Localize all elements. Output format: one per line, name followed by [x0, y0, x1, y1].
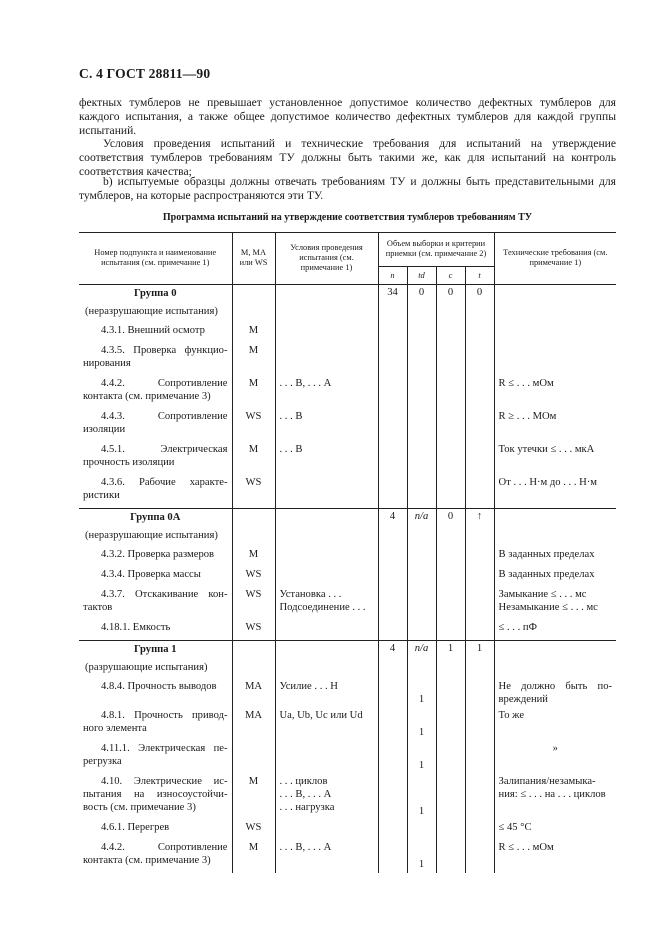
test-requirement: В заданных пределах [494, 547, 616, 567]
group-title-row [79, 285, 616, 305]
empty-cell [465, 679, 494, 708]
group-req-cell [494, 285, 616, 305]
empty-cell [494, 660, 616, 679]
test-requirement [494, 343, 616, 376]
empty-cell [465, 475, 494, 509]
group-cond-cell [275, 285, 378, 305]
group-title-row [79, 641, 616, 661]
test-td [407, 323, 436, 343]
test-mode: М [232, 376, 275, 409]
test-requirement: В заданных пределах [494, 567, 616, 587]
test-item: 4.3.6. Рабочие характе-ристики [83, 477, 228, 501]
test-requirement: Замыкание ≤ . . . мс Незамыкание ≤ . . . мс [494, 587, 616, 620]
test-td: 1 [407, 840, 436, 873]
table-row [79, 708, 616, 741]
table-head [79, 233, 616, 285]
empty-cell [407, 304, 436, 323]
test-td: 1 [407, 708, 436, 741]
test-mode: WS [232, 475, 275, 509]
empty-cell [378, 741, 407, 774]
test-mode: WS [232, 409, 275, 442]
empty-cell [436, 343, 465, 376]
empty-cell [465, 409, 494, 442]
group-n-value: 34 [378, 285, 407, 305]
empty-cell [378, 343, 407, 376]
test-item: 4.4.2. Сопротивление контакта (см. примечание 3) [83, 378, 228, 402]
empty-cell [465, 528, 494, 547]
empty-cell [436, 442, 465, 475]
table-row [79, 587, 616, 620]
empty-cell [436, 708, 465, 741]
body-paragraph-2: Условия проведения испытаний и технические требования для испытаний на утверждение соответствия тумблеров требованиям ТУ должны быть такими же, как для испытаний на контроль соответствия качества; [79, 137, 616, 178]
empty-cell [378, 774, 407, 820]
test-item: 4.3.4. Проверка массы [101, 569, 201, 580]
empty-cell [436, 587, 465, 620]
test-td: 1 [407, 679, 436, 708]
empty-cell [436, 547, 465, 567]
test-td [407, 820, 436, 840]
empty-cell [436, 528, 465, 547]
empty-cell [465, 840, 494, 873]
table-row [79, 820, 616, 840]
empty-cell [436, 323, 465, 343]
test-requirement: То же [494, 708, 616, 741]
test-conditions: Установка . . . Подсоединение . . . [275, 587, 378, 620]
empty-cell [232, 304, 275, 323]
empty-cell [275, 304, 378, 323]
group-c-value: 0 [436, 509, 465, 529]
group-title: Группа 0А [79, 509, 232, 529]
empty-cell [232, 528, 275, 547]
empty-cell [465, 343, 494, 376]
empty-cell [465, 376, 494, 409]
test-requirement: » [494, 741, 616, 774]
group-td-value: 0 [407, 285, 436, 305]
empty-cell [436, 660, 465, 679]
empty-cell [436, 840, 465, 873]
table-row [79, 620, 616, 641]
group-kind-row [79, 660, 616, 679]
test-conditions: . . . В, . . . А [275, 840, 378, 873]
table-row [79, 343, 616, 376]
group-kind-row [79, 528, 616, 547]
table-row [79, 679, 616, 708]
test-conditions [275, 323, 378, 343]
empty-cell [378, 620, 407, 641]
test-td [407, 620, 436, 641]
table-row [79, 774, 616, 820]
empty-cell [232, 660, 275, 679]
empty-cell [378, 660, 407, 679]
empty-cell [407, 528, 436, 547]
empty-cell [465, 547, 494, 567]
group-t-value: 0 [465, 285, 494, 305]
empty-cell [275, 528, 378, 547]
empty-cell [465, 304, 494, 323]
empty-cell [378, 409, 407, 442]
test-mode: М [232, 547, 275, 567]
group-title-row [79, 509, 616, 529]
test-conditions [275, 567, 378, 587]
empty-cell [436, 679, 465, 708]
group-td-value: n/a [407, 641, 436, 661]
empty-cell [465, 620, 494, 641]
group-mode-cell [232, 509, 275, 529]
test-requirement: ≤ 45 °С [494, 820, 616, 840]
group-c-value: 1 [436, 641, 465, 661]
empty-cell [407, 660, 436, 679]
test-td [407, 376, 436, 409]
body-paragraph-3: b) испытуемые образцы должны отвечать требованиям ТУ и должны быть представительными для тумблеров, на которые распространяются эти ТУ. [79, 175, 616, 202]
test-td: 1 [407, 741, 436, 774]
test-mode: М [232, 343, 275, 376]
empty-cell [378, 304, 407, 323]
test-item: 4.8.4. Прочность выводов [101, 681, 217, 692]
test-item: 4.3.1. Внешний осмотр [101, 325, 205, 336]
test-mode: WS [232, 820, 275, 840]
group-mode-cell [232, 285, 275, 305]
empty-cell [465, 567, 494, 587]
test-td [407, 409, 436, 442]
test-conditions [275, 475, 378, 509]
group-t-value: 1 [465, 641, 494, 661]
empty-cell [465, 442, 494, 475]
group-cond-cell [275, 509, 378, 529]
empty-cell [378, 376, 407, 409]
test-requirement: R ≤ . . . мОм [494, 840, 616, 873]
empty-cell [465, 323, 494, 343]
empty-cell [436, 774, 465, 820]
empty-cell [436, 567, 465, 587]
empty-cell [494, 528, 616, 547]
test-td: 1 [407, 774, 436, 820]
test-item: 4.4.3. Сопротивление изоляции [83, 411, 228, 435]
empty-cell [378, 820, 407, 840]
group-mode-cell [232, 641, 275, 661]
test-requirement: Не должно быть по-вреждений [494, 679, 616, 708]
empty-cell [378, 567, 407, 587]
empty-cell [378, 528, 407, 547]
test-mode: МА [232, 679, 275, 708]
table-row [79, 567, 616, 587]
empty-cell [436, 376, 465, 409]
test-mode: WS [232, 587, 275, 620]
col-sample-header: Объем выборки и критерии приемки (см. примечание 2) [378, 233, 494, 267]
test-td [407, 547, 436, 567]
col-n-header: n [378, 267, 407, 285]
test-td [407, 442, 436, 475]
test-program-table [79, 232, 616, 873]
group-c-value: 0 [436, 285, 465, 305]
group-cond-cell [275, 641, 378, 661]
test-td [407, 587, 436, 620]
test-td [407, 567, 436, 587]
test-item: 4.6.1. Перегрев [101, 822, 170, 833]
test-conditions [275, 343, 378, 376]
table-row [79, 475, 616, 509]
test-mode: М [232, 442, 275, 475]
empty-cell [465, 774, 494, 820]
header-row [79, 233, 616, 267]
col-td-header: td [407, 267, 436, 285]
empty-cell [378, 442, 407, 475]
table-row [79, 547, 616, 567]
test-item: 4.3.7. Отскакивание кон-тактов [83, 589, 228, 613]
test-requirement [494, 323, 616, 343]
test-item: 4.8.1. Прочность привод-ного элемента [83, 710, 228, 734]
test-conditions: . . . циклов . . . В, . . . А . . . нагрузка [275, 774, 378, 820]
test-td [407, 475, 436, 509]
group-t-value: ↑ [465, 509, 494, 529]
test-mode: М [232, 840, 275, 873]
empty-cell [378, 679, 407, 708]
test-conditions: . . . В [275, 409, 378, 442]
col-mode-header: М, МА или WS [232, 233, 275, 285]
empty-cell [436, 409, 465, 442]
empty-cell [378, 708, 407, 741]
test-item: 4.3.5. Проверка функцио-нирования [83, 345, 228, 369]
body-paragraph-1: фектных тумблеров не превышает установленное допустимое количество дефектных тумблеров для каждого испытания, а также общее допустимое количество дефектных тумблеров для каждой группы испытаний. [79, 96, 616, 137]
group-kind: (неразрушающие испытания) [85, 306, 218, 317]
empty-cell [378, 323, 407, 343]
test-conditions [275, 547, 378, 567]
empty-cell [378, 547, 407, 567]
group-n-value: 4 [378, 509, 407, 529]
test-requirement: ≤ . . . пФ [494, 620, 616, 641]
test-item: 4.11.1. Электрическая пе-регрузка [83, 743, 228, 767]
col-item-header: Номер подпункта и наименование испытания (см. примечание 1) [79, 233, 232, 285]
test-requirement: R ≤ . . . мОм [494, 376, 616, 409]
test-mode: М [232, 774, 275, 820]
test-conditions [275, 741, 378, 774]
test-requirement: Ток утечки ≤ . . . мкА [494, 442, 616, 475]
test-item: 4.18.1. Емкость [101, 622, 171, 633]
test-td [407, 343, 436, 376]
empty-cell [465, 587, 494, 620]
empty-cell [378, 587, 407, 620]
table-row [79, 741, 616, 774]
test-item: 4.10. Электрические ис-пытания на износоустойчи-вость (см. примечание 3) [83, 776, 228, 813]
empty-cell [494, 304, 616, 323]
empty-cell [465, 660, 494, 679]
group-kind-row [79, 304, 616, 323]
test-requirement: R ≥ . . . МОм [494, 409, 616, 442]
table-row [79, 840, 616, 873]
table-body [79, 285, 616, 874]
table-title: Программа испытаний на утверждение соответствия тумблеров требованиям ТУ [162, 212, 533, 223]
test-mode: МА [232, 708, 275, 741]
test-conditions: Ua, Ub, Uc или Ud [275, 708, 378, 741]
group-req-cell [494, 641, 616, 661]
group-n-value: 4 [378, 641, 407, 661]
test-requirement: Залипания/незамыка-ния: ≤ . . . на . . . циклов [494, 774, 616, 820]
group-req-cell [494, 509, 616, 529]
empty-cell [436, 620, 465, 641]
empty-cell [378, 840, 407, 873]
empty-cell [465, 708, 494, 741]
test-mode: WS [232, 567, 275, 587]
table-row [79, 323, 616, 343]
empty-cell [436, 475, 465, 509]
test-item: 4.4.2. Сопротивление контакта (см. примечание 3) [83, 842, 228, 866]
test-mode [232, 741, 275, 774]
test-mode: М [232, 323, 275, 343]
test-mode: WS [232, 620, 275, 641]
empty-cell [465, 820, 494, 840]
empty-cell [378, 475, 407, 509]
test-conditions: Усилие . . . Н [275, 679, 378, 708]
group-title: Группа 0 [133, 288, 177, 299]
empty-cell [436, 304, 465, 323]
table-row [79, 376, 616, 409]
table-row [79, 409, 616, 442]
test-conditions [275, 620, 378, 641]
test-conditions: . . . В [275, 442, 378, 475]
empty-cell [275, 660, 378, 679]
test-conditions [275, 820, 378, 840]
col-c-header: c [436, 267, 465, 285]
col-t-header: t [465, 267, 494, 285]
group-kind: (неразрушающие испытания) [85, 530, 218, 541]
col-requirements-header: Технические требования (см. примечание 1) [494, 233, 616, 285]
empty-cell [436, 741, 465, 774]
page-header: С. 4 ГОСТ 28811—90 [79, 66, 211, 81]
test-conditions: . . . В, . . . А [275, 376, 378, 409]
col-conditions-header: Условия проведения испытания (см. примечание 1) [275, 233, 378, 285]
empty-cell [436, 820, 465, 840]
group-kind: (разрушающие испытания) [85, 662, 208, 673]
test-item: 4.5.1. Электрическая прочность изоляции [83, 444, 228, 468]
empty-cell [465, 741, 494, 774]
test-requirement: От . . . Н·м до . . . Н·м [494, 475, 616, 509]
table-row [79, 442, 616, 475]
group-td-value: n/a [407, 509, 436, 529]
test-item: 4.3.2. Проверка размеров [101, 549, 215, 560]
group-title: Группа 1 [79, 641, 232, 661]
